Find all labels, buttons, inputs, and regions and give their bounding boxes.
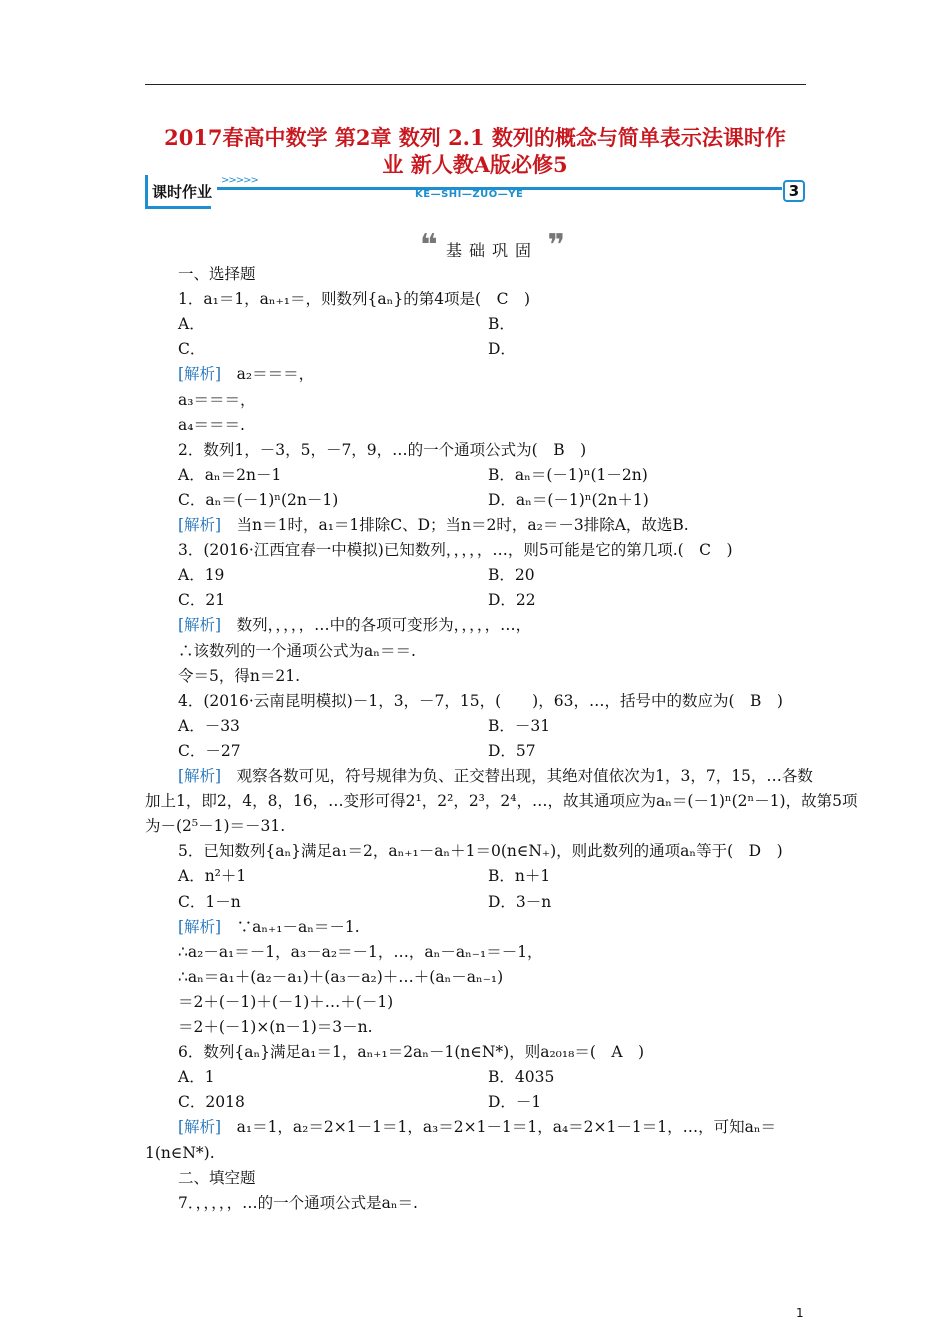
- text-line: [178, 1193, 418, 1213]
- line-text: 为－(2⁵－1)＝－31.: [145, 817, 286, 836]
- option-right: D．3－n: [488, 892, 552, 911]
- line-text: 数列，，，，，…中的各项可变形为，，，，，…，: [221, 616, 532, 635]
- text-line: [178, 314, 205, 334]
- option-right: D．57: [488, 741, 536, 760]
- option-right: D．: [488, 340, 516, 359]
- line-text: 加上1，即2，4，8，16，…变形可得2¹，2²，2³，2⁴，…，故其通项应为aₙ＝(－1)ⁿ(2ⁿ－1)，故第5项: [145, 792, 858, 811]
- text-line: [178, 515, 689, 535]
- line-text: 一、选择题: [178, 265, 256, 283]
- line-text: 6．数列{aₙ}满足a₁＝1，aₙ₊₁＝2aₙ－1(n∈N*)，则a₂₀₁₈＝( A ): [178, 1043, 645, 1062]
- line-text: 当n＝1时，a₁＝1排除C、D；当n＝2时，a₂＝－3排除A，故选B.: [221, 516, 689, 534]
- option-right: D．－1: [488, 1093, 542, 1112]
- line-text: ∴该数列的一个通项公式为aₙ＝＝.: [178, 641, 416, 660]
- text-line: [178, 1092, 245, 1112]
- title-line-2: 业 新人教A版必修5: [382, 152, 568, 177]
- text-line: [178, 1042, 644, 1062]
- text-line: [178, 1117, 776, 1137]
- text-line: [145, 1143, 215, 1163]
- text-line: [178, 1067, 215, 1087]
- line-text: A．n²＋1: [178, 867, 247, 886]
- line-text: 5．已知数列{aₙ}满足a₁＝2，aₙ₊₁－aₙ＋1＝0(n∈N₊)，则此数列的通项aₙ等于( D ): [178, 842, 783, 861]
- line-text: C．2018: [178, 1093, 245, 1112]
- option-right: D．aₙ＝(－1)ⁿ(2n＋1): [488, 490, 649, 509]
- quote-right-icon: ❞: [547, 228, 565, 263]
- line-text: a₄＝＝＝.: [178, 415, 245, 434]
- text-line: [178, 364, 314, 384]
- document-title: [140, 124, 810, 178]
- text-line: [178, 615, 531, 635]
- text-line: [178, 339, 205, 359]
- analysis-label: [解析]: [178, 1118, 222, 1137]
- text-line: [178, 866, 246, 886]
- line-text: ∵aₙ₊₁－aₙ＝－1.: [221, 917, 360, 936]
- line-text: A．: [178, 315, 205, 334]
- line-text: C．－27: [178, 741, 241, 760]
- line-text: C．aₙ＝(－1)ⁿ(2n－1): [178, 490, 339, 509]
- text-line: [178, 565, 224, 585]
- banner-arrows: >>>>>: [221, 175, 258, 186]
- analysis-label: [解析]: [178, 365, 222, 384]
- banner-pinyin: KE—SHI—ZUO—YE: [415, 189, 524, 200]
- line-text: C．: [178, 340, 206, 359]
- option-right: B．aₙ＝(－1)ⁿ(1－2n): [488, 465, 648, 484]
- analysis-label: [解析]: [178, 767, 222, 785]
- option-right: B．－31: [488, 716, 551, 735]
- line-text: a₂＝＝＝，: [221, 365, 315, 384]
- text-line: [178, 716, 240, 736]
- banner-number: 3: [783, 180, 805, 202]
- line-text: 3．(2016·江西宜春一中模拟)已知数列，，，，，…，则5可能是它的第几项.( C ): [178, 541, 733, 560]
- text-line: [178, 917, 360, 937]
- text-line: [178, 666, 300, 686]
- line-text: ＝2＋(－1)＋(－1)＋…＋(－1): [178, 992, 394, 1011]
- text-line: [178, 590, 225, 610]
- text-line: [178, 490, 338, 510]
- banner-label: 课时作业: [152, 183, 213, 201]
- analysis-label: [解析]: [178, 917, 222, 936]
- analysis-label: [解析]: [178, 516, 222, 534]
- text-line: [178, 465, 281, 485]
- text-line: [178, 264, 256, 284]
- text-line: [178, 741, 241, 761]
- text-line: [178, 992, 393, 1012]
- text-line: [178, 892, 241, 912]
- line-text: 令＝5，得n＝21.: [178, 666, 300, 685]
- line-text: A．19: [178, 566, 225, 585]
- text-line: [178, 967, 503, 987]
- text-line: [178, 415, 245, 435]
- option-right: B．: [488, 315, 515, 334]
- option-right: B．n＋1: [488, 867, 551, 886]
- text-line: [178, 766, 813, 786]
- line-text: A．－33: [178, 716, 240, 735]
- section-heading: [420, 228, 565, 263]
- line-text: A．1: [178, 1068, 215, 1087]
- line-text: a₁＝1，a₂＝2×1－1＝1，a₃＝2×1－1＝1，a₄＝2×1－1＝1，…，可知aₙ＝: [221, 1118, 777, 1137]
- text-line: [178, 1017, 373, 1037]
- text-line: [145, 816, 285, 836]
- title-line-1: 2017春高中数学 第2章 数列 2.1 数列的概念与简单表示法课时作: [164, 125, 786, 150]
- text-line: [178, 841, 783, 861]
- option-right: B．4035: [488, 1068, 555, 1087]
- line-text: 7．，，，，，…的一个通项公式是aₙ＝.: [178, 1193, 418, 1212]
- option-right: B．20: [488, 566, 535, 585]
- text-line: [178, 641, 416, 661]
- text-line: [178, 440, 586, 460]
- line-text: 二、填空题: [178, 1168, 256, 1187]
- option-right: D．22: [488, 591, 536, 610]
- analysis-label: [解析]: [178, 616, 222, 635]
- text-line: [178, 691, 783, 711]
- line-text: C．1－n: [178, 892, 241, 911]
- section-heading-text: 基础巩固: [446, 241, 539, 260]
- text-line: [178, 390, 255, 410]
- text-line: [178, 289, 530, 309]
- text-line: [145, 791, 857, 811]
- line-text: ＝2＋(－1)×(n－1)＝3－n.: [178, 1018, 373, 1036]
- page-number: 1: [796, 1306, 804, 1320]
- text-line: [178, 942, 543, 962]
- line-text: 4．(2016·云南昆明模拟)－1，3，－7，15，( )，63，…，括号中的数应为( B ): [178, 691, 783, 710]
- text-line: [178, 1168, 256, 1188]
- line-text: 2．数列1，－3，5，－7，9，…的一个通项公式为( B ): [178, 440, 587, 459]
- quote-left-icon: ❝: [420, 228, 438, 263]
- line-text: ∴a₂－a₁＝－1，a₃－a₂＝－1，…，aₙ－aₙ₋₁＝－1，: [178, 942, 543, 961]
- line-text: A．aₙ＝2n－1: [178, 465, 282, 484]
- text-line: [178, 540, 733, 560]
- homework-banner: [145, 172, 806, 212]
- line-text: 观察各数可见，符号规律为负、正交替出现，其绝对值依次为1，3，7，15，…各数: [221, 767, 813, 785]
- line-text: ∴aₙ＝a₁＋(a₂－a₁)＋(a₃－a₂)＋…＋(aₙ－aₙ₋₁): [178, 967, 504, 986]
- line-text: 1．a₁＝1，aₙ₊₁＝，则数列{aₙ}的第4项是( C ): [178, 290, 531, 309]
- line-text: C．21: [178, 591, 226, 610]
- line-text: a₃＝＝＝，: [178, 390, 256, 409]
- line-text: 1(n∈N*).: [145, 1143, 215, 1162]
- header-rule: [145, 84, 806, 85]
